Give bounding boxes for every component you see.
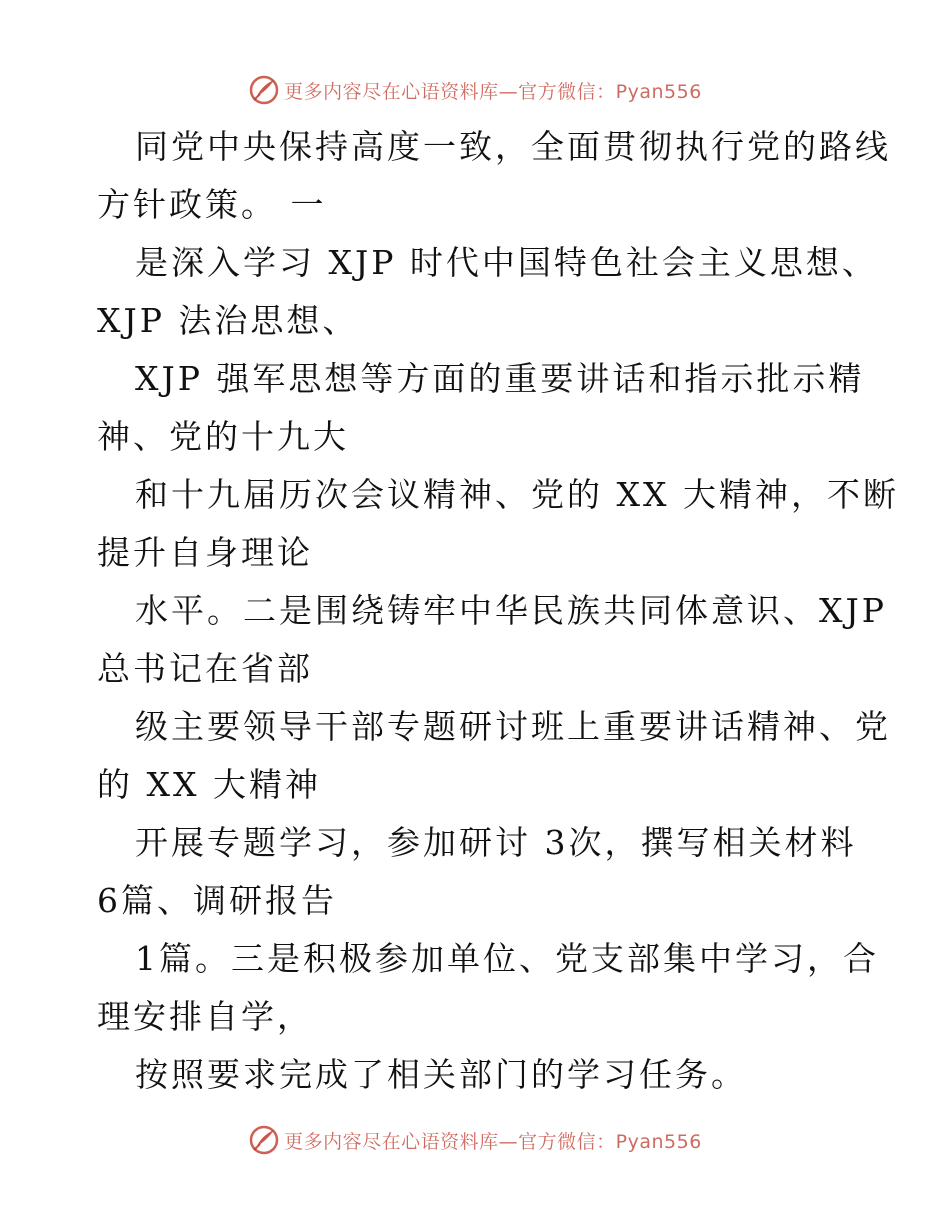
- watermark-text: 更多内容尽在心语资料库—官方微信：Pyan556: [284, 80, 702, 103]
- text-line: XJP 强军思想等方面的重要讲话和指示批示精: [135, 359, 865, 398]
- watermark-id: Pyan556: [615, 80, 702, 103]
- text-line: 神、党的十九大: [97, 417, 349, 456]
- watermark-id: Pyan556: [615, 1130, 702, 1153]
- text-line: 方针政策。 一: [97, 185, 327, 224]
- text-line: 6篇、调研报告: [97, 881, 337, 920]
- text-line: 开展专题学习，参加研讨 3次，撰写相关材料: [135, 823, 857, 862]
- feather-pen-logo-icon: [248, 74, 280, 106]
- text-line: 提升自身理论: [97, 533, 313, 572]
- watermark-text: 更多内容尽在心语资料库—官方微信：Pyan556: [284, 1130, 702, 1153]
- feather-pen-logo-icon: [248, 1124, 280, 1156]
- document-body: [97, 118, 899, 1104]
- text-line: 同党中央保持高度一致，全面贯彻执行党的路线: [135, 127, 891, 166]
- text-line: 级主要领导干部专题研讨班上重要讲话精神、党: [135, 707, 891, 746]
- footer-watermark: [0, 1120, 950, 1160]
- text-line: 是深入学习 XJP 时代中国特色社会主义思想、: [135, 243, 878, 282]
- text-line: 1篇。三是积极参加单位、党支部集中学习，合: [135, 939, 879, 978]
- text-line: XJP 法治思想、: [97, 301, 359, 340]
- text-line: 理安排自学，: [97, 997, 313, 1036]
- text-line: 按照要求完成了相关部门的学习任务。: [135, 1055, 747, 1094]
- text-line: 水平。二是围绕铸牢中华民族共同体意识、XJP: [135, 591, 887, 630]
- text-line: 总书记在省部: [97, 649, 313, 688]
- text-line: 的 XX 大精神: [97, 765, 321, 804]
- header-watermark: [0, 70, 950, 110]
- text-line: 和十九届历次会议精神、党的 XX 大精神，不断: [135, 475, 899, 514]
